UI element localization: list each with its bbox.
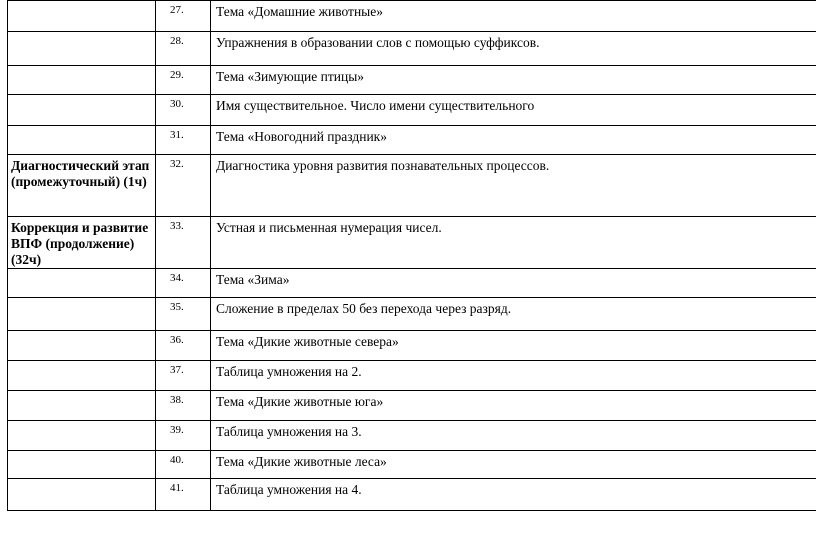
lesson-topic: Тема «Зимующие птицы» [211, 66, 816, 95]
lesson-topic: Тема «Дикие животные юга» [211, 391, 816, 421]
lesson-number: 35. [156, 298, 211, 331]
table-row [8, 391, 816, 421]
lesson-topic: Упражнения в образовании слов с помощью суффиксов. [211, 32, 816, 66]
table-row [8, 298, 816, 331]
lesson-number: 32. [156, 155, 211, 217]
lesson-number: 38. [156, 391, 211, 421]
lesson-topic: Таблица умножения на 4. [211, 479, 816, 511]
stage-cell: Диагностический этап (промежуточный) (1ч) [8, 155, 156, 217]
table-row [8, 95, 816, 126]
stage-cell [8, 451, 156, 479]
lesson-number: 28. [156, 32, 211, 66]
table-row [8, 269, 816, 298]
stage-cell [8, 32, 156, 66]
table-row [8, 155, 816, 217]
lesson-number: 37. [156, 361, 211, 391]
table-row [8, 217, 816, 269]
table-row [8, 479, 816, 511]
stage-cell [8, 298, 156, 331]
lesson-topic: Тема «Зима» [211, 269, 816, 298]
lesson-topic: Сложение в пределах 50 без перехода через разряд. [211, 298, 816, 331]
lesson-number: 33. [156, 217, 211, 269]
lesson-topic: Тема «Дикие животные леса» [211, 451, 816, 479]
table-row [8, 421, 816, 451]
stage-cell [8, 95, 156, 126]
table-row [8, 451, 816, 479]
stage-cell [8, 331, 156, 361]
lesson-number: 41. [156, 479, 211, 511]
stage-cell [8, 269, 156, 298]
stage-cell [8, 479, 156, 511]
lesson-topic: Устная и письменная нумерация чисел. [211, 217, 816, 269]
lesson-number: 39. [156, 421, 211, 451]
table-row [8, 331, 816, 361]
lesson-topic: Тема «Дикие животные севера» [211, 331, 816, 361]
table-row [8, 361, 816, 391]
stage-cell [8, 1, 156, 32]
lesson-topic: Тема «Домашние животные» [211, 1, 816, 32]
stage-cell [8, 66, 156, 95]
lesson-number: 31. [156, 126, 211, 155]
table-row [8, 32, 816, 66]
stage-cell [8, 361, 156, 391]
stage-cell [8, 421, 156, 451]
lesson-number: 30. [156, 95, 211, 126]
stage-cell: Коррекция и развитие ВПФ (продолжение) (32ч) [8, 217, 156, 269]
lesson-topic: Имя существительное. Число имени существительного [211, 95, 816, 126]
table-row [8, 66, 816, 95]
table-row [8, 1, 816, 32]
lesson-plan-table [7, 0, 816, 511]
lesson-topic: Таблица умножения на 3. [211, 421, 816, 451]
lesson-number: 29. [156, 66, 211, 95]
lesson-number: 40. [156, 451, 211, 479]
lesson-number: 36. [156, 331, 211, 361]
lesson-number: 27. [156, 1, 211, 32]
lesson-number: 34. [156, 269, 211, 298]
lesson-topic: Тема «Новогодний праздник» [211, 126, 816, 155]
lesson-topic: Таблица умножения на 2. [211, 361, 816, 391]
stage-cell [8, 126, 156, 155]
table-row [8, 126, 816, 155]
lesson-topic: Диагностика уровня развития познавательных процессов. [211, 155, 816, 217]
stage-cell [8, 391, 156, 421]
